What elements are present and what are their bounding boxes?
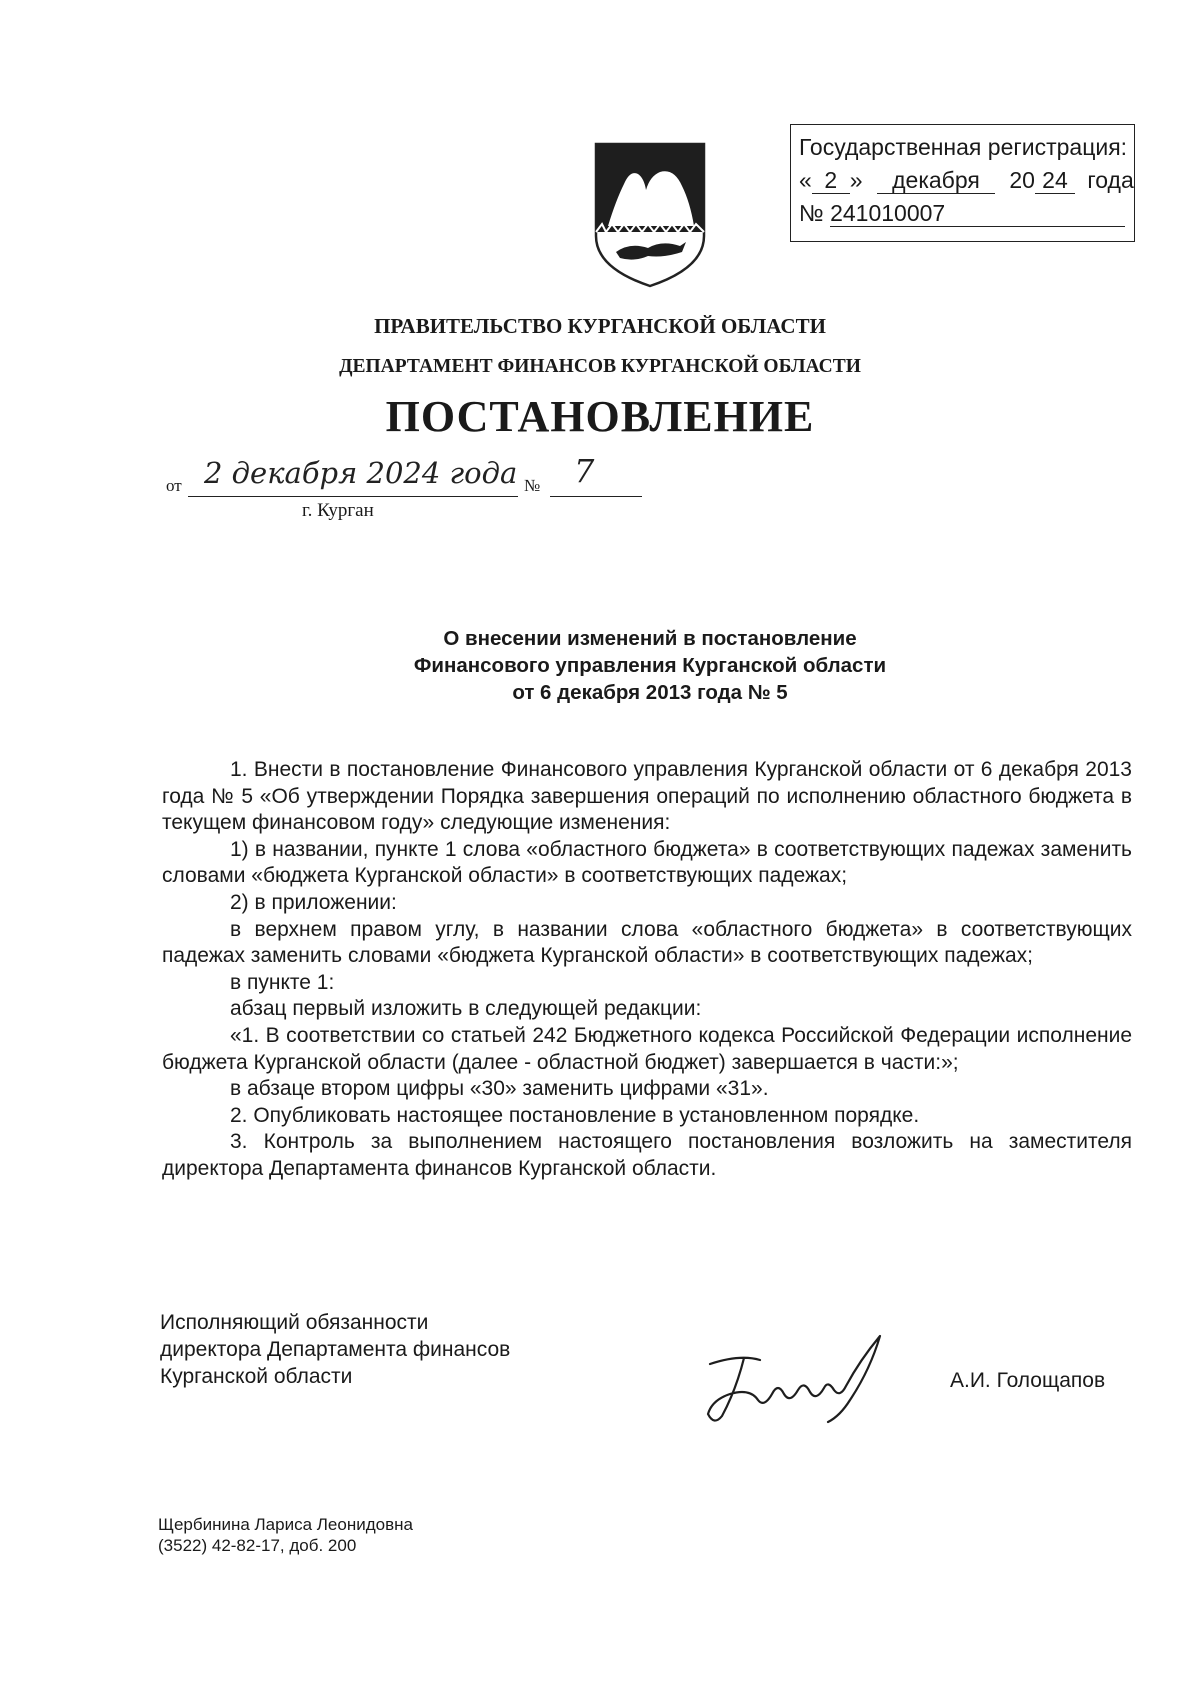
- signer-position: [160, 1309, 510, 1390]
- paragraph: абзац первый изложить в следующей редакции:: [230, 997, 702, 1021]
- paragraph: в абзаце втором цифры «30» заменить цифрами «31».: [230, 1077, 769, 1101]
- org-name-government: ПРАВИТЕЛЬСТВО КУРГАНСКОЙ ОБЛАСТИ: [374, 314, 826, 338]
- registration-stamp: [790, 124, 1135, 242]
- subject-line-2: Финансового управления Курганской области: [413, 654, 887, 677]
- org-name-department: ДЕПАРТАМЕНТ ФИНАНСОВ КУРГАНСКОЙ ОБЛАСТИ: [339, 356, 861, 377]
- quote-close: »: [849, 167, 863, 193]
- registration-year-suffix: 24: [1035, 167, 1075, 194]
- coat-of-arms-icon: [590, 140, 710, 290]
- date-from-label: от: [166, 476, 182, 495]
- position-line-2: директора Департамента финансов: [160, 1338, 511, 1361]
- paragraph: 1) в названии, пункте 1 слова «областного бюджета» в соответствующих падежах заменить словами «бюджета Курганской области» в соответствующих падежах;: [162, 837, 1132, 888]
- subject-line-1: О внесении изменений в постановление: [443, 627, 857, 650]
- subject-line-3: от 6 декабря 2013 года № 5: [512, 681, 788, 704]
- paragraph: 1. Внести в постановление Финансового управления Курганской области от 6 декабря 2013 года № 5 «Об утверждении Порядка завершения операций по исполнению областного бюджета в текущем финансовом году» следующие изменения:: [162, 758, 1132, 835]
- date-underline: [188, 496, 518, 497]
- city-name: г. Курган: [302, 500, 374, 521]
- number-underline: [550, 496, 642, 497]
- registration-number: 241010007: [830, 200, 1125, 227]
- paragraph: «1. В соответствии со статьей 242 Бюджетного кодекса Российской Федерации исполнение бюджета Курганской области (далее - областной бюджет) завершается в части:»;: [162, 1023, 1132, 1074]
- registration-year-prefix: 20: [1009, 167, 1035, 193]
- paragraph: 2) в приложении:: [230, 890, 397, 914]
- paragraph: в верхнем правом углу, в названии слова «областного бюджета» в соответствующих падежах заменить словами «бюджета Курганской области» в соответствующих падежах;: [162, 917, 1132, 968]
- registration-number-label: №: [799, 200, 824, 226]
- registration-year-word: года: [1087, 167, 1134, 193]
- document-subject: [0, 625, 1200, 706]
- registration-date: [799, 164, 1134, 197]
- quote-open: «: [799, 167, 812, 193]
- handwritten-number: 7: [574, 452, 595, 490]
- registration-number-row: [799, 197, 1134, 230]
- handwritten-signature-icon: [700, 1330, 900, 1426]
- position-line-3: Курганской области: [160, 1365, 353, 1388]
- document-number-label: №: [524, 476, 541, 495]
- paragraph: 3. Контроль за выполнением настоящего постановления возложить на заместителя директора Департамента финансов Курганской области.: [162, 1130, 1132, 1180]
- executor-name: Щербинина Лариса Леонидовна: [158, 1515, 413, 1534]
- paragraph: в пункте 1:: [230, 970, 335, 994]
- registration-day: 2: [812, 167, 850, 194]
- paragraph: 2. Опубликовать настоящее постановление в установленном порядке.: [230, 1103, 920, 1127]
- executor-phone: (3522) 42-82-17, доб. 200: [158, 1536, 357, 1555]
- handwritten-date: 2 декабря 2024 года: [204, 456, 518, 490]
- document-body: [162, 757, 1132, 1183]
- registration-title: Государственная регистрация:: [799, 134, 1128, 160]
- document-type-title: ПОСТАНОВЛЕНИЕ: [385, 392, 815, 441]
- signer-name: А.И. Голощапов: [950, 1369, 1106, 1392]
- executor-info: [158, 1514, 413, 1556]
- registration-month: декабря: [877, 167, 995, 194]
- position-line-1: Исполняющий обязанности: [160, 1311, 429, 1334]
